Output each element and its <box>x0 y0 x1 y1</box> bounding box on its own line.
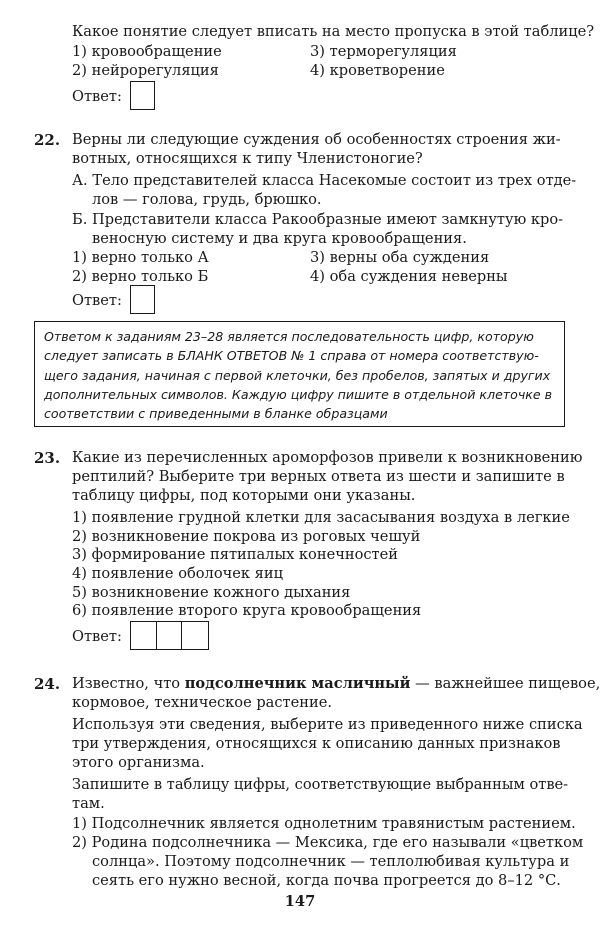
q22-answer-label: Ответ: <box>72 292 122 309</box>
q24-number: 24. <box>34 675 61 693</box>
q23-line-3: таблицу цифры, под которыми они указаны. <box>72 487 416 504</box>
q24-para2-line-1: Используя эти сведения, выберите из приведенного ниже списка <box>72 716 583 733</box>
page-number: 147 <box>284 893 316 910</box>
q23-option-5: 5) возникновение кожного дыхания <box>72 584 351 601</box>
q24-item-2-line-2: солнца». Поэтому подсолнечник — теплолюбивая культура и <box>92 853 570 870</box>
q24-para3-line-2: там. <box>72 795 105 812</box>
q21-option-4: 4) кроветворение <box>310 62 445 79</box>
q22-option-2: 2) верно только Б <box>72 268 209 285</box>
q24-item-2-line-1: 2) Родина подсолнечника — Мексика, где его называли «цветком <box>72 834 584 851</box>
q23-number: 23. <box>34 449 61 467</box>
notice-line-5: соответствии с приведенными в бланке образцами <box>44 406 388 422</box>
notice-line-3: щего задания, начиная с первой клеточки, без пробелов, запятых и других <box>44 367 551 383</box>
q23-option-4: 4) появление оболочек яиц <box>72 565 283 582</box>
q22-answer-box[interactable] <box>130 285 155 314</box>
q22-statement-a-1: А. Тело представителей класса Насекомые состоит из трех отде- <box>72 172 577 189</box>
q23-option-3: 3) формирование пятипалых конечностей <box>72 546 398 563</box>
q24-line-2: кормовое, техническое растение. <box>72 694 332 711</box>
q22-statement-b-1: Б. Представители класса Ракообразные имеют замкнутую кро- <box>72 211 564 228</box>
q22-line-1: Верны ли следующие суждения об особенностях строения жи- <box>72 131 561 148</box>
q23-option-6: 6) появление второго круга кровообращения <box>72 602 422 619</box>
q21-option-1: 1) кровообращение <box>72 43 222 60</box>
q24-para2-line-2: три утверждения, относящихся к описанию данных признаков <box>72 735 561 752</box>
q22-option-1: 1) верно только А <box>72 249 209 266</box>
q24-item-2-line-3: сеять его нужно весной, когда почва прогреется до 8–12 °С. <box>92 872 561 889</box>
q24-para2-line-3: этого организма. <box>72 754 205 771</box>
q22-statement-b-2: веносную систему и два круга кровообращения. <box>92 230 467 247</box>
q22-option-4: 4) оба суждения неверны <box>310 268 508 285</box>
q22-statement-a-2: лов — голова, грудь, брюшко. <box>92 191 322 208</box>
notice-line-2: следует записать в БЛАНК ОТВЕТОВ № 1 справа от номера соответствую- <box>44 348 539 364</box>
q21-option-3: 3) терморегуляция <box>310 43 457 60</box>
notice-line-1: Ответом к заданиям 23–28 является последовательность цифр, которую <box>44 329 534 344</box>
q23-line-1: Какие из перечисленных ароморфозов привели к возникновению <box>72 449 583 466</box>
q21-question: Какое понятие следует вписать на место пропуска в этой таблице? <box>72 23 595 40</box>
q23-line-2: рептилий? Выберите три верных ответа из шести и запишите в <box>72 468 565 485</box>
q23-option-1: 1) появление грудной клетки для засасывания воздуха в легкие <box>72 509 570 526</box>
instructions-notice <box>34 321 565 427</box>
q21-answer-label: Ответ: <box>72 88 122 105</box>
q23-answer-label: Ответ: <box>72 628 122 645</box>
q24-item-1: 1) Подсолнечник является однолетним травянистым растением. <box>72 815 576 832</box>
q23-option-2: 2) возникновение покрова из роговых чешуй <box>72 528 421 545</box>
q24-line-1-post: — важнейшее пищевое, <box>410 675 600 692</box>
q22-number: 22. <box>34 131 61 149</box>
q21-answer-box[interactable] <box>130 81 155 110</box>
notice-line-4: дополнительных символов. Каждую цифру пишите в отдельной клеточке в <box>44 386 553 402</box>
q23-answer-cell-2[interactable] <box>156 621 183 650</box>
q22-line-2: вотных, относящихся к типу Членистоногие? <box>72 150 423 167</box>
q24-line-1-pre: Известно, что <box>72 675 185 692</box>
q24-plant-name: подсолнечник масличный <box>184 675 411 692</box>
q24-para3-line-1: Запишите в таблицу цифры, соответствующие выбранным отве- <box>72 776 569 793</box>
q23-answer-cell-3[interactable] <box>181 621 209 650</box>
q21-option-2: 2) нейрорегуляция <box>72 62 219 79</box>
q23-answer-cell-1[interactable] <box>130 621 157 650</box>
q22-option-3: 3) верны оба суждения <box>310 249 490 266</box>
q24-line-1 <box>72 674 600 694</box>
